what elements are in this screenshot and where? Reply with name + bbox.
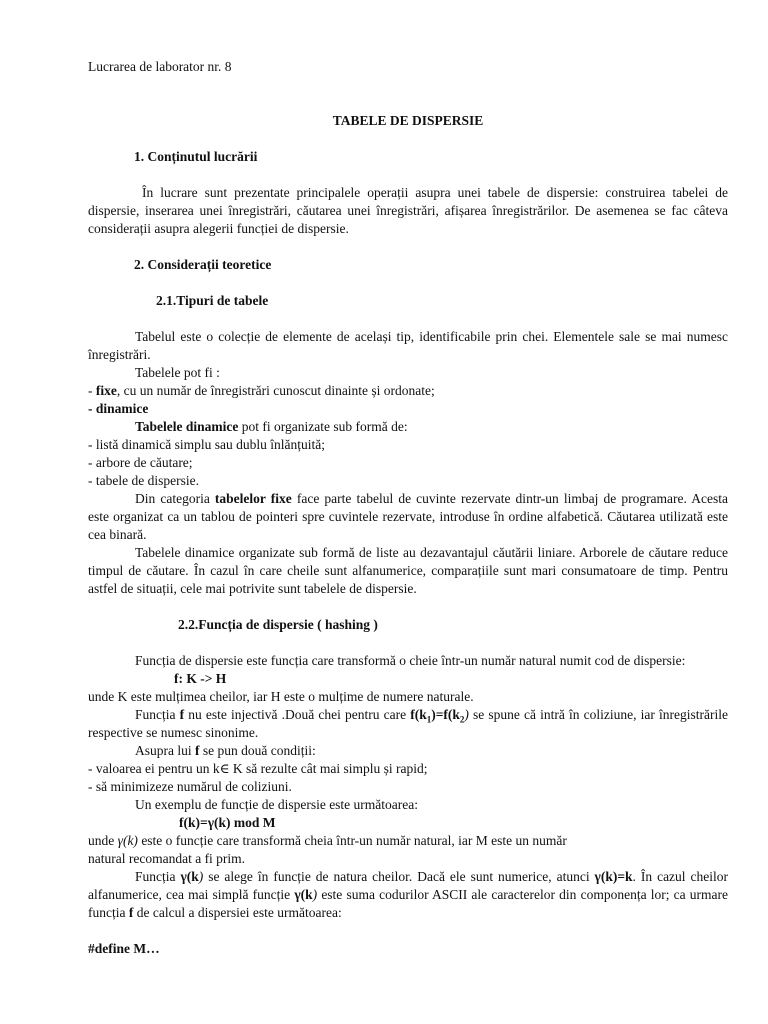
section1-heading: 1. Conținutul lucrării (134, 149, 258, 164)
paragraph-gamma-choice: Funcția γ(k) se alege în funcție de natura cheilor. Dacă ele sunt numerice, atunci γ(k)=k. În cazul cheilor alfanumerice, cea mai simplă funcție γ(k) este suma codurilor ASCII ale caracterelor din componența lor; ca urmare funcția f de calcul a dispersiei este următoarea: (88, 869, 728, 920)
list-item: - listă dinamică simplu sau dublu înlănțuită; (88, 437, 325, 452)
section1-paragraph: În lucrare sunt prezentate principalele operații asupra unei tabele de dispersie: construirea tabelei de dispersie, inserarea unei înregistrări, căutarea unei înregistrări, afișarea înregistrărilor. De asemenea se fac câteva considerații asupra alegerii funcției de dispersie. (88, 185, 728, 236)
paragraph-hash-definition: Funcția de dispersie este funcția care transformă o cheie într-un număr natural numit cod de dispersie: (135, 653, 686, 668)
list-item: - tabele de dispersie. (88, 473, 199, 488)
list-item-dinamice: - dinamice (88, 401, 149, 416)
document-page (88, 58, 728, 958)
list-item: - să minimizeze numărul de coliziuni. (88, 779, 292, 794)
paragraph-tables-definition: Tabelul este o colecție de elemente de același tip, identificabile prin chei. Elementele sale se mai numesc înregistrări. (88, 329, 728, 362)
paragraph-fixed-tables: Din categoria tabelelor fixe face parte tabelul de cuvinte rezervate dintr-un limbaj de programare. Acesta este organizat ca un tablou de pointeri spre cuvintele rezervate, introduse în ordine alfabetică. Căutarea utilizată este cea binară. (88, 491, 728, 542)
paragraph-dynamic-tables: Tabelele dinamice pot fi organizate sub formă de: (135, 419, 408, 434)
lab-header: Lucrarea de laborator nr. 8 (88, 59, 232, 74)
paragraph-gamma-def: unde γ(k) este o funcție care transformă cheia într-un număr natural, iar M este un număr (88, 833, 567, 848)
page-title: TABELE DE DISPERSIE (332, 113, 484, 128)
paragraph-dynamic-lists: Tabelele dinamice organizate sub formă de liste au dezavantajul căutării liniare. Arborele de căutare reduce timpul de căutare. În cazul în care cheile sunt alfanumerice, comparațiile sunt mari consumatoare de timp. Pentru astfel de situații, cele mai potrivite sunt tabelele de dispersie. (88, 545, 728, 596)
paragraph-gamma-def-cont: natural recomandat a fi prim. (88, 851, 246, 866)
subsection-2-2-heading: 2.2.Funcția de dispersie ( hashing ) (178, 617, 378, 632)
list-item: - arbore de căutare; (88, 455, 193, 470)
formula-mod-m: f(k)=γ(k) mod M (179, 815, 276, 830)
formula-f-k-h: f: K -> H (174, 671, 227, 686)
paragraph-tables-kinds: Tabelele pot fi : (135, 365, 220, 380)
code-define: #define M… (88, 941, 160, 956)
section2-heading: 2. Considerații teoretice (134, 257, 272, 272)
list-item: - valoarea ei pentru un k∈ K să rezulte cât mai simplu și rapid; (88, 761, 428, 776)
subsection-2-1-heading: 2.1.Tipuri de tabele (156, 293, 269, 308)
paragraph-example: Un exemplu de funcție de dispersie este următoarea: (135, 797, 419, 812)
paragraph-injectivity: Funcția f nu este injectivă .Două chei pentru care $f(k_1)=f(k_2)$ se spune că intră în coliziune, iar înregistrările respective se numesc sinonime. (88, 707, 729, 740)
list-item-fixe: - fixe, cu un număr de înregistrări cunoscut dinainte și ordonate; (88, 383, 435, 398)
paragraph-conditions: Asupra lui f se pun două condiții: (135, 743, 316, 758)
paragraph-k-h-sets: unde K este mulțimea cheilor, iar H este o mulțime de numere naturale. (88, 689, 474, 704)
